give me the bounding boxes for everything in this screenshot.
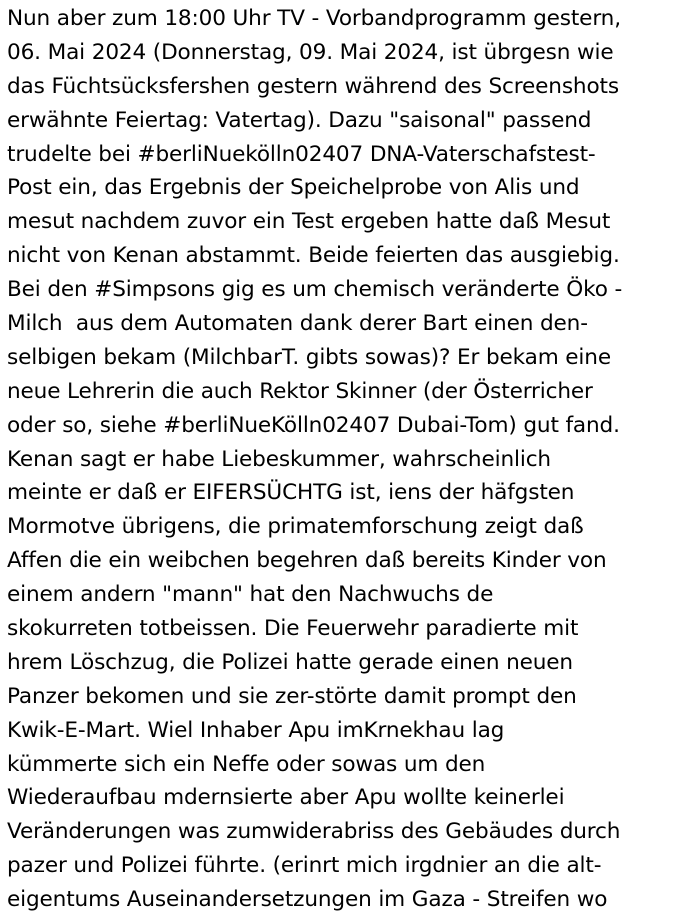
- text-line: Bei den #Simpsons gig es um chemisch veränderte Öko -: [7, 277, 623, 303]
- text-line: selbigen bekam (MilchbarT. gibts sowas)? Er bekam eine: [7, 344, 611, 370]
- text-line: Kwik-E-Mart. Wiel Inhaber Apu imKrnekhau lag: [7, 717, 505, 743]
- text-line: Mormotve übrigens, die primatemforschung zeigt daß: [7, 514, 584, 540]
- text-line: Wiederaufbau mdernsierte aber Apu wollte keinerlei: [7, 785, 565, 811]
- text-line: skokurreten totbeissen. Die Feuerwehr paradierte mit: [7, 616, 579, 642]
- text-line: Post ein, das Ergebnis der Speichelprobe von Alis und: [7, 175, 580, 201]
- text-line: einem andern "mann" hat den Nachwuchs de: [7, 582, 494, 608]
- text-line: Milch aus dem Automaten dank derer Bart einen den-: [7, 311, 588, 337]
- text-line: 06. Mai 2024 (Donnerstag, 09. Mai 2024, ist übrgesn wie: [7, 39, 614, 65]
- text-line: mesut nachdem zuvor ein Test ergeben hatte daß Mesut: [7, 209, 611, 235]
- text-line: oder so, siehe #berliNueKölln02407 Dubai-Tom) gut fand.: [7, 412, 620, 438]
- text-line: erwähnte Feiertag: Vatertag). Dazu "saisonal" passend: [7, 107, 592, 133]
- text-line: Kenan sagt er habe Liebeskummer, wahrscheinlich: [7, 446, 551, 472]
- text-line: nicht von Kenan abstammt. Beide feierten das ausgiebig.: [7, 243, 620, 269]
- text-line: das Füchtsücksfershen gestern während des Screenshots: [7, 73, 619, 99]
- text-line: pazer und Polizei führte. (erinrt mich irgdnier an die alt-: [7, 853, 602, 879]
- text-line: eigentums Auseinandersetzungen im Gaza - Streifen wo: [7, 887, 608, 913]
- text-line: trudelte bei #berliNuekölln02407 DNA-Vaterschafstest-: [7, 141, 596, 167]
- text-line: Panzer bekomen und sie zer-störte damit prompt den: [7, 683, 577, 709]
- body-text: [7, 2, 683, 917]
- text-line: Nun aber zum 18:00 Uhr TV - Vorbandprogramm gestern,: [7, 6, 621, 31]
- text-line: kümmerte sich ein Neffe oder sowas um den: [7, 751, 486, 777]
- text-line: hrem Löschzug, die Polizei hatte gerade einen neuen: [7, 649, 573, 675]
- text-line: Affen die ein weibchen begehren daß bereits Kinder von: [7, 548, 607, 574]
- text-line: meinte er daß er EIFERSÜCHTG ist, iens der häfgsten: [7, 480, 575, 506]
- text-line: Veränderungen was zumwiderabriss des Gebäudes durch: [7, 819, 621, 845]
- text-line: neue Lehrerin die auch Rektor Skinner (der Österricher: [7, 378, 593, 404]
